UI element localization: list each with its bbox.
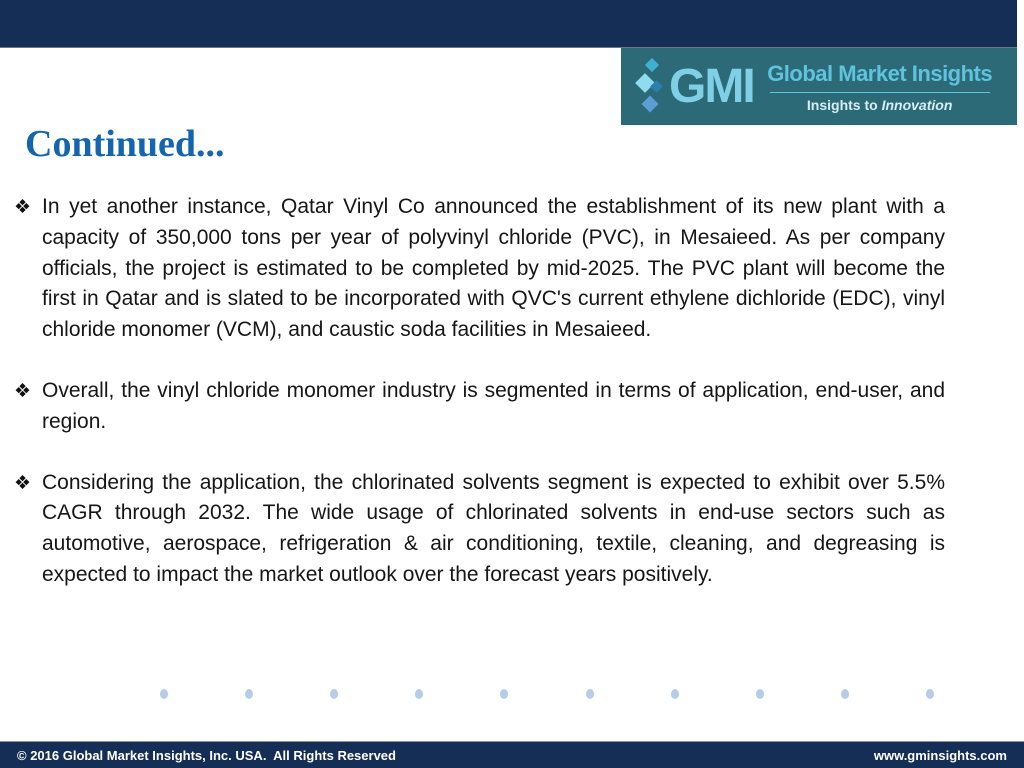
logo-acronym: GMI xyxy=(669,59,754,113)
dots-row xyxy=(160,689,934,699)
decor-dot xyxy=(671,689,679,699)
company-logo xyxy=(621,48,1017,125)
decor-dot xyxy=(756,689,764,699)
logo-company-name: Global Market Insights xyxy=(767,60,993,86)
diamond-bullet-icon: ❖ xyxy=(14,380,32,402)
logo-tagline-emphasis: Innovation xyxy=(881,96,953,113)
bullet-text: In yet another instance, Qatar Vinyl Co announced the establishment of its new plant with a capacity of 350,000 tons per year of polyvinyl chloride (PVC), in Mesaieed. As per company officials, the project is estimated to be completed by mid-2025. The PVC plant will become the first in Qatar and is slated to be incorporated with QVC's current ethylene dichloride (EDC), vinyl chloride monomer (VCM), and caustic soda facilities in Mesaieed. xyxy=(42,195,945,342)
logo-tagline xyxy=(766,97,994,113)
bullet-text: Overall, the vinyl chloride monomer industry is segmented in terms of application, end-user, and region. xyxy=(42,378,945,433)
website-link[interactable]: www.gminsights.com xyxy=(873,747,1007,763)
logo-diamond-icon xyxy=(645,57,659,71)
logo-diamonds-icon xyxy=(635,56,669,118)
decor-dot xyxy=(160,689,168,699)
top-navy-band xyxy=(0,0,1017,48)
footer-bar xyxy=(0,741,1024,768)
logo-divider xyxy=(770,92,990,93)
decor-dot xyxy=(330,689,338,699)
bullet-item xyxy=(14,376,945,438)
bullet-text: Considering the application, the chlorinated solvents segment is expected to exhibit over 5.5% CAGR through 2032. The wide usage of chlorinated solvents in end-use sectors such as automotive, aerospace, refrigeration & air conditioning, textile, cleaning, and degreasing is expected to impact the market outlook over the forecast years positively. xyxy=(42,470,945,586)
decor-dot xyxy=(841,689,849,699)
logo-text-block xyxy=(766,61,994,113)
logo-tagline-prefix: Insights to xyxy=(806,96,882,113)
decor-dot xyxy=(500,689,508,699)
decor-dot xyxy=(245,689,253,699)
diamond-bullet-icon: ❖ xyxy=(14,197,32,218)
bullet-item xyxy=(14,192,945,346)
decor-dot xyxy=(415,689,423,699)
logo-diamond-icon xyxy=(635,73,655,93)
decor-dot xyxy=(926,689,934,699)
page-title: Continued... xyxy=(25,123,225,165)
slide-body xyxy=(14,192,945,621)
diamond-bullet-icon: ❖ xyxy=(14,472,32,494)
logo-diamond-icon xyxy=(642,95,659,112)
bullet-item xyxy=(14,468,945,591)
copyright-text: © 2016 Global Market Insights, Inc. USA. All Rights Reserved xyxy=(17,747,396,763)
decor-dot xyxy=(586,689,594,699)
